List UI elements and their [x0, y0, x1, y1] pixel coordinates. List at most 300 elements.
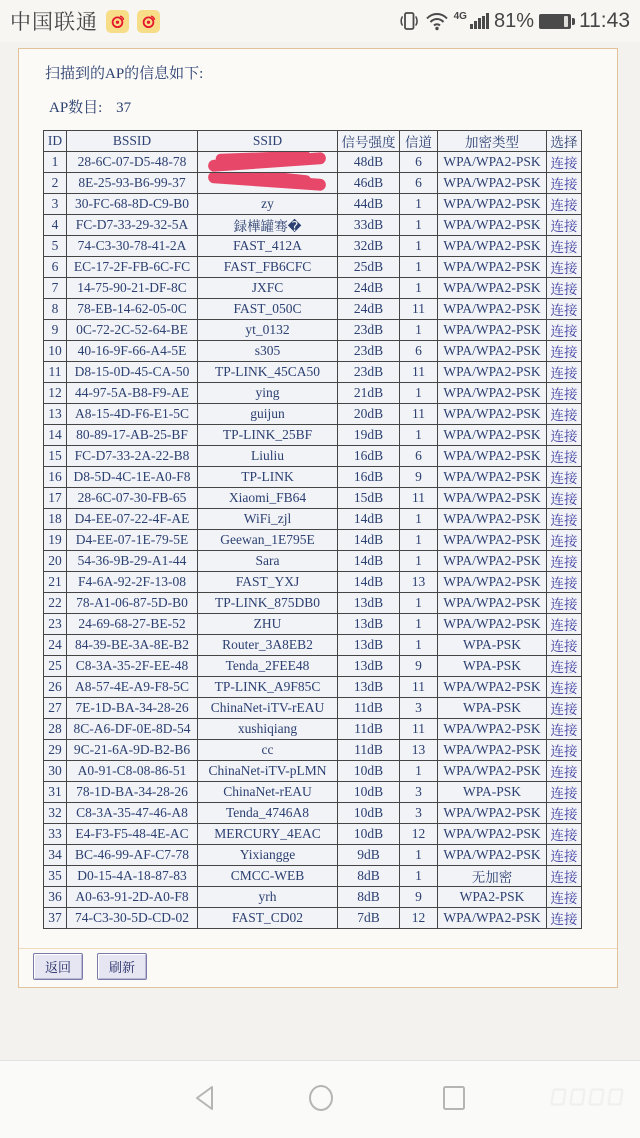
cell-ssid: ChinaNet-iTV-pLMN: [198, 761, 338, 782]
cell-channel: 3: [400, 803, 438, 824]
cell-ssid: zy: [198, 194, 338, 215]
cell-bssid: E4-F3-F5-48-4E-AC: [67, 824, 198, 845]
cell-ssid: Tenda_2FEE48: [198, 656, 338, 677]
cell-encryption: WPA/WPA2-PSK: [438, 761, 547, 782]
cell-ssid: JXFC: [198, 278, 338, 299]
cell-ssid: FAST_FB6CFC: [198, 257, 338, 278]
cell-channel: 1: [400, 593, 438, 614]
cell-bssid: 78-EB-14-62-05-0C: [67, 299, 198, 320]
ap-count-label: AP数目:: [49, 100, 103, 116]
connect-link[interactable]: 连接: [550, 639, 578, 654]
cell-select: [547, 320, 582, 341]
cell-bssid: A8-15-4D-F6-E1-5C: [67, 404, 198, 425]
cell-bssid: A0-91-C8-08-86-51: [67, 761, 198, 782]
cell-select: [547, 341, 582, 362]
cell-bssid: 84-39-BE-3A-8E-B2: [67, 635, 198, 656]
cell-channel: 11: [400, 719, 438, 740]
connect-link[interactable]: 连接: [550, 429, 578, 444]
cell-ssid: Sara: [198, 551, 338, 572]
cell-channel: 1: [400, 383, 438, 404]
connect-link[interactable]: 连接: [550, 219, 578, 234]
cell-id: 36: [44, 887, 67, 908]
cell-signal: 10dB: [338, 824, 400, 845]
cell-ssid: Geewan_1E795E: [198, 530, 338, 551]
table-row: [44, 299, 582, 320]
table-row: [44, 509, 582, 530]
weibo-emoji-icon: [137, 10, 160, 33]
cell-bssid: C8-3A-35-47-46-A8: [67, 803, 198, 824]
cell-bssid: 40-16-9F-66-A4-5E: [67, 341, 198, 362]
connect-link[interactable]: 连接: [550, 870, 578, 885]
cell-encryption: WPA-PSK: [438, 635, 547, 656]
cell-encryption: WPA/WPA2-PSK: [438, 740, 547, 761]
connect-link[interactable]: 连接: [550, 261, 578, 276]
table-row: [44, 236, 582, 257]
table-row: [44, 488, 582, 509]
cell-channel: 1: [400, 425, 438, 446]
table-row: [44, 320, 582, 341]
redaction-scribble: [208, 173, 327, 192]
cell-encryption: WPA/WPA2-PSK: [438, 446, 547, 467]
cell-id: 8: [44, 299, 67, 320]
cell-signal: 14dB: [338, 572, 400, 593]
cell-channel: 9: [400, 887, 438, 908]
cell-channel: 1: [400, 866, 438, 887]
cell-signal: 7dB: [338, 908, 400, 929]
connect-link[interactable]: 连接: [550, 408, 578, 423]
vibrate-icon: [398, 9, 420, 33]
cell-select: [547, 551, 582, 572]
cell-channel: 11: [400, 362, 438, 383]
android-nav-bar: [0, 1060, 640, 1138]
cell-bssid: 30-FC-68-8D-C9-B0: [67, 194, 198, 215]
cell-select: [547, 866, 582, 887]
cell-select: [547, 656, 582, 677]
cell-channel: 11: [400, 299, 438, 320]
cell-ssid: TP-LINK_875DB0: [198, 593, 338, 614]
cell-select: [547, 614, 582, 635]
cell-bssid: 44-97-5A-B8-F9-AE: [67, 383, 198, 404]
cell-id: 37: [44, 908, 67, 929]
cell-ssid: Liuliu: [198, 446, 338, 467]
cell-signal: 16dB: [338, 446, 400, 467]
cell-bssid: A0-63-91-2D-A0-F8: [67, 887, 198, 908]
cell-select: [547, 404, 582, 425]
cell-id: 20: [44, 551, 67, 572]
cell-signal: 24dB: [338, 299, 400, 320]
connect-link[interactable]: 连接: [550, 618, 578, 633]
cell-ssid: ZHU: [198, 614, 338, 635]
cell-id: 21: [44, 572, 67, 593]
cell-ssid: [198, 152, 338, 173]
cell-id: 29: [44, 740, 67, 761]
cell-id: 12: [44, 383, 67, 404]
cell-bssid: A8-57-4E-A9-F8-5C: [67, 677, 198, 698]
cell-ssid: FAST_050C: [198, 299, 338, 320]
table-row: [44, 425, 582, 446]
cell-bssid: C8-3A-35-2F-EE-48: [67, 656, 198, 677]
connect-link[interactable]: 连接: [550, 324, 578, 339]
cell-signal: 32dB: [338, 236, 400, 257]
cell-encryption: WPA/WPA2-PSK: [438, 341, 547, 362]
table-row: [44, 782, 582, 803]
cell-bssid: EC-17-2F-FB-6C-FC: [67, 257, 198, 278]
cell-signal: 23dB: [338, 362, 400, 383]
cell-bssid: 24-69-68-27-BE-52: [67, 614, 198, 635]
cell-signal: 14dB: [338, 530, 400, 551]
cell-bssid: F4-6A-92-2F-13-08: [67, 572, 198, 593]
cell-ssid: [198, 173, 338, 194]
table-row: [44, 824, 582, 845]
cell-signal: 23dB: [338, 341, 400, 362]
table-row: [44, 173, 582, 194]
cell-id: 2: [44, 173, 67, 194]
ap-table-body: [44, 152, 582, 929]
connect-link[interactable]: 连接: [550, 366, 578, 381]
cell-channel: 1: [400, 257, 438, 278]
cell-encryption: WPA/WPA2-PSK: [438, 467, 547, 488]
cell-id: 18: [44, 509, 67, 530]
connect-link[interactable]: 连接: [550, 891, 578, 906]
cell-select: [547, 635, 582, 656]
cell-signal: 19dB: [338, 425, 400, 446]
table-row: [44, 656, 582, 677]
connect-link[interactable]: 连接: [550, 555, 578, 570]
carrier-label: 中国联通: [10, 11, 98, 34]
cell-signal: 23dB: [338, 320, 400, 341]
cell-bssid: 9C-21-6A-9D-B2-B6: [67, 740, 198, 761]
cell-ssid: cc: [198, 740, 338, 761]
connect-link[interactable]: 连接: [550, 702, 578, 717]
cell-id: 4: [44, 215, 67, 236]
cell-signal: 11dB: [338, 719, 400, 740]
scan-results-panel: [18, 48, 618, 988]
table-row: [44, 740, 582, 761]
cell-channel: 12: [400, 824, 438, 845]
cell-signal: 11dB: [338, 740, 400, 761]
connect-link[interactable]: 连接: [550, 282, 578, 297]
page-title: 扫描到的AP的信息如下:: [45, 66, 204, 82]
cell-channel: 12: [400, 908, 438, 929]
battery-percent-label: 81%: [493, 9, 534, 32]
cell-bssid: D8-5D-4C-1E-A0-F8: [67, 467, 198, 488]
connect-link[interactable]: 连接: [550, 807, 578, 822]
header-ssid: SSID: [198, 131, 338, 152]
cell-signal: 8dB: [338, 887, 400, 908]
cell-signal: 44dB: [338, 194, 400, 215]
table-row: [44, 866, 582, 887]
cell-bssid: D0-15-4A-18-87-83: [67, 866, 198, 887]
cell-channel: 9: [400, 656, 438, 677]
table-row: [44, 572, 582, 593]
connect-link[interactable]: 连接: [550, 660, 578, 675]
cell-encryption: WPA/WPA2-PSK: [438, 488, 547, 509]
cell-encryption: 无加密: [438, 866, 547, 887]
cell-signal: 10dB: [338, 761, 400, 782]
cell-select: [547, 467, 582, 488]
table-row: [44, 593, 582, 614]
cell-encryption: WPA/WPA2-PSK: [438, 236, 547, 257]
connect-link[interactable]: 连接: [550, 828, 578, 843]
cell-select: [547, 824, 582, 845]
cell-id: 30: [44, 761, 67, 782]
table-row: [44, 635, 582, 656]
cell-id: 35: [44, 866, 67, 887]
back-triangle-icon[interactable]: [192, 1083, 220, 1113]
connect-link[interactable]: 连接: [550, 177, 578, 192]
cell-ssid: s305: [198, 341, 338, 362]
cell-encryption: WPA/WPA2-PSK: [438, 173, 547, 194]
cell-id: 23: [44, 614, 67, 635]
cell-id: 34: [44, 845, 67, 866]
cell-bssid: 28-6C-07-D5-48-78: [67, 152, 198, 173]
cell-select: [547, 278, 582, 299]
cell-encryption: WPA/WPA2-PSK: [438, 551, 547, 572]
cell-select: [547, 698, 582, 719]
cell-channel: 1: [400, 614, 438, 635]
table-row: [44, 383, 582, 404]
cell-signal: 13dB: [338, 635, 400, 656]
cell-signal: 25dB: [338, 257, 400, 278]
cell-select: [547, 509, 582, 530]
cell-select: [547, 446, 582, 467]
cell-channel: 1: [400, 320, 438, 341]
cell-encryption: WPA/WPA2-PSK: [438, 572, 547, 593]
table-row: [44, 677, 582, 698]
home-circle-icon[interactable]: [306, 1083, 336, 1113]
ap-scan-table: [43, 130, 582, 929]
cell-ssid: FAST_YXJ: [198, 572, 338, 593]
cell-encryption: WPA/WPA2-PSK: [438, 152, 547, 173]
cell-id: 17: [44, 488, 67, 509]
cell-ssid: ChinaNet-rEAU: [198, 782, 338, 803]
cell-select: [547, 173, 582, 194]
cell-id: 7: [44, 278, 67, 299]
cell-signal: 21dB: [338, 383, 400, 404]
table-row: [44, 698, 582, 719]
cell-channel: 1: [400, 194, 438, 215]
back-button[interactable]: 返回: [33, 953, 83, 980]
connect-link[interactable]: 连接: [550, 198, 578, 213]
cell-channel: 1: [400, 635, 438, 656]
cell-channel: 13: [400, 740, 438, 761]
cell-channel: 6: [400, 341, 438, 362]
cell-encryption: WPA/WPA2-PSK: [438, 908, 547, 929]
cell-signal: 8dB: [338, 866, 400, 887]
cell-encryption: WPA-PSK: [438, 656, 547, 677]
cell-select: [547, 488, 582, 509]
cell-signal: 9dB: [338, 845, 400, 866]
weibo-emoji-icon: [106, 10, 129, 33]
connect-link[interactable]: 连接: [550, 849, 578, 864]
cell-bssid: 80-89-17-AB-25-BF: [67, 425, 198, 446]
cell-encryption: WPA-PSK: [438, 782, 547, 803]
cell-ssid: ying: [198, 383, 338, 404]
ap-count-value: 37: [116, 100, 132, 116]
cell-channel: 13: [400, 572, 438, 593]
cell-bssid: 74-C3-30-78-41-2A: [67, 236, 198, 257]
cell-select: [547, 845, 582, 866]
table-row: [44, 362, 582, 383]
recents-square-icon[interactable]: [440, 1083, 468, 1113]
cell-bssid: BC-46-99-AF-C7-78: [67, 845, 198, 866]
cell-encryption: WPA/WPA2-PSK: [438, 215, 547, 236]
cell-encryption: WPA/WPA2-PSK: [438, 530, 547, 551]
cell-select: [547, 362, 582, 383]
cell-bssid: 78-1D-BA-34-28-26: [67, 782, 198, 803]
cell-ssid: TP-LINK: [198, 467, 338, 488]
connect-link[interactable]: 连接: [550, 765, 578, 780]
cell-channel: 3: [400, 782, 438, 803]
redaction-scribble: [208, 152, 327, 172]
cell-select: [547, 887, 582, 908]
cell-bssid: FC-D7-33-2A-22-B8: [67, 446, 198, 467]
connect-link[interactable]: 连接: [550, 513, 578, 528]
cell-signal: 14dB: [338, 509, 400, 530]
cell-id: 6: [44, 257, 67, 278]
cell-id: 31: [44, 782, 67, 803]
cell-select: [547, 572, 582, 593]
connect-link[interactable]: 连接: [550, 450, 578, 465]
cell-encryption: WPA/WPA2-PSK: [438, 278, 547, 299]
cell-signal: 33dB: [338, 215, 400, 236]
table-row: [44, 845, 582, 866]
cell-select: [547, 782, 582, 803]
connect-link[interactable]: 连接: [550, 345, 578, 360]
table-row: [44, 530, 582, 551]
signal-bars-icon: [470, 13, 489, 29]
cell-ssid: TP-LINK_45CA50: [198, 362, 338, 383]
cell-ssid: Xiaomi_FB64: [198, 488, 338, 509]
cell-signal: 10dB: [338, 803, 400, 824]
cell-channel: 1: [400, 509, 438, 530]
connect-link[interactable]: 连接: [550, 240, 578, 255]
table-row: [44, 908, 582, 929]
cell-bssid: 28-6C-07-30-FB-65: [67, 488, 198, 509]
table-row: [44, 215, 582, 236]
table-row: [44, 152, 582, 173]
cell-signal: 13dB: [338, 656, 400, 677]
cell-channel: 1: [400, 530, 438, 551]
cell-ssid: Yixiangge: [198, 845, 338, 866]
connect-link[interactable]: 连接: [550, 597, 578, 612]
cell-signal: 48dB: [338, 152, 400, 173]
table-row: [44, 446, 582, 467]
footer-button-row: [33, 953, 147, 980]
cell-id: 28: [44, 719, 67, 740]
cell-signal: 46dB: [338, 173, 400, 194]
cell-ssid: xushiqiang: [198, 719, 338, 740]
connect-link[interactable]: 连接: [550, 744, 578, 759]
cell-signal: 24dB: [338, 278, 400, 299]
cell-select: [547, 215, 582, 236]
connect-link[interactable]: 连接: [550, 387, 578, 402]
connect-link[interactable]: 连接: [550, 786, 578, 801]
cell-select: [547, 761, 582, 782]
connect-link[interactable]: 连接: [550, 534, 578, 549]
connect-link[interactable]: 连接: [550, 492, 578, 507]
cell-ssid: yt_0132: [198, 320, 338, 341]
network-type-label: 4G: [453, 10, 467, 22]
cell-id: 15: [44, 446, 67, 467]
cell-ssid: FAST_412A: [198, 236, 338, 257]
cell-channel: 1: [400, 236, 438, 257]
table-row: [44, 278, 582, 299]
status-bar: [0, 0, 640, 42]
cell-id: 13: [44, 404, 67, 425]
cell-channel: 1: [400, 761, 438, 782]
cell-channel: 11: [400, 488, 438, 509]
cell-signal: 15dB: [338, 488, 400, 509]
cell-id: 1: [44, 152, 67, 173]
header-select: 选择: [547, 131, 582, 152]
cell-select: [547, 740, 582, 761]
cell-bssid: 8C-A6-DF-0E-8D-54: [67, 719, 198, 740]
cell-signal: 11dB: [338, 698, 400, 719]
cell-encryption: WPA/WPA2-PSK: [438, 383, 547, 404]
cell-select: [547, 236, 582, 257]
cell-channel: 3: [400, 698, 438, 719]
cell-bssid: 78-A1-06-87-5D-B0: [67, 593, 198, 614]
cell-encryption: WPA/WPA2-PSK: [438, 362, 547, 383]
cell-signal: 13dB: [338, 677, 400, 698]
cell-id: 25: [44, 656, 67, 677]
cell-id: 11: [44, 362, 67, 383]
connect-link[interactable]: 连接: [550, 303, 578, 318]
cell-channel: 1: [400, 278, 438, 299]
cell-signal: 10dB: [338, 782, 400, 803]
cell-encryption: WPA/WPA2-PSK: [438, 257, 547, 278]
cell-select: [547, 257, 582, 278]
table-row: [44, 194, 582, 215]
table-row: [44, 719, 582, 740]
cell-bssid: 54-36-9B-29-A1-44: [67, 551, 198, 572]
cell-bssid: 74-C3-30-5D-CD-02: [67, 908, 198, 929]
footer-divider: [19, 948, 617, 949]
cell-select: [547, 152, 582, 173]
connect-link[interactable]: 连接: [550, 681, 578, 696]
table-row: [44, 887, 582, 908]
cell-channel: 9: [400, 467, 438, 488]
clock-label: 11:43: [579, 9, 630, 32]
cell-encryption: WPA/WPA2-PSK: [438, 593, 547, 614]
cell-encryption: WPA/WPA2-PSK: [438, 425, 547, 446]
connect-link[interactable]: 连接: [550, 576, 578, 591]
connect-link[interactable]: 连接: [550, 723, 578, 738]
connect-link[interactable]: 连接: [550, 912, 578, 927]
cell-channel: 6: [400, 446, 438, 467]
connect-link[interactable]: 连接: [550, 471, 578, 486]
cell-ssid: WiFi_zjl: [198, 509, 338, 530]
cell-channel: 11: [400, 404, 438, 425]
cell-id: 19: [44, 530, 67, 551]
cell-ssid: Tenda_4746A8: [198, 803, 338, 824]
header-encryption: 加密类型: [438, 131, 547, 152]
cell-encryption: WPA/WPA2-PSK: [438, 803, 547, 824]
connect-link[interactable]: 连接: [550, 156, 578, 171]
cell-bssid: D4-EE-07-22-4F-AE: [67, 509, 198, 530]
cell-encryption: WPA/WPA2-PSK: [438, 845, 547, 866]
table-row: [44, 404, 582, 425]
refresh-button[interactable]: 刷新: [97, 953, 147, 980]
battery-icon: [539, 14, 571, 29]
cell-encryption: WPA/WPA2-PSK: [438, 824, 547, 845]
cell-select: [547, 194, 582, 215]
cell-id: 22: [44, 593, 67, 614]
cell-select: [547, 299, 582, 320]
cell-id: 33: [44, 824, 67, 845]
cell-channel: 1: [400, 845, 438, 866]
